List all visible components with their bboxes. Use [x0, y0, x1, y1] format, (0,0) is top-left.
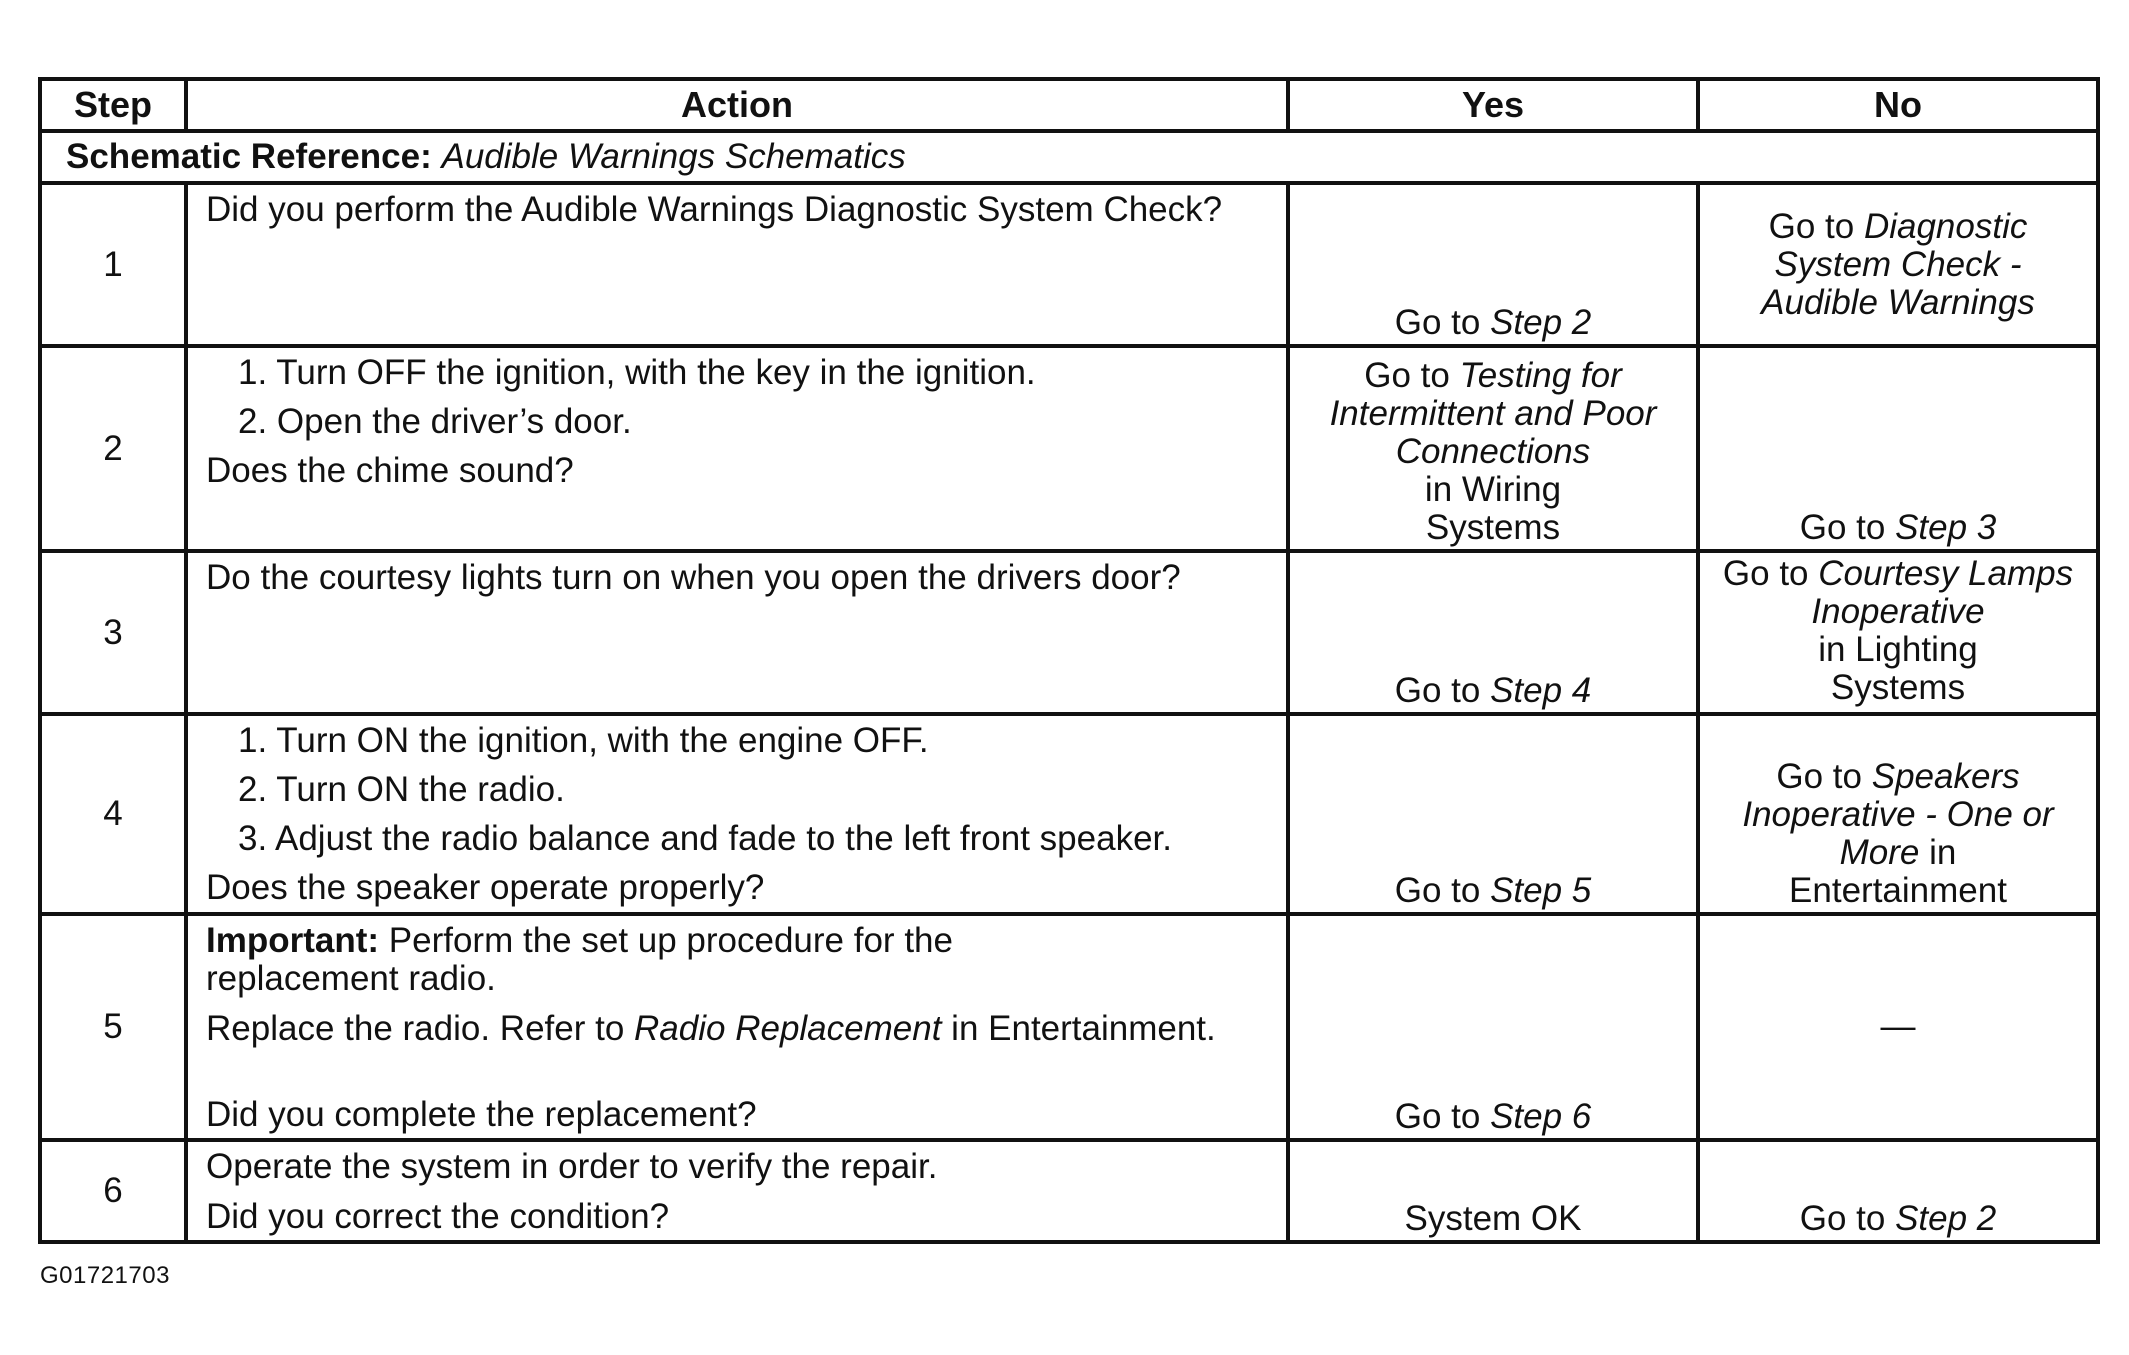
- yes-cell: [1288, 346, 1698, 551]
- no-cell: [1698, 714, 2098, 914]
- yes-link[interactable]: Connections: [1395, 432, 1591, 471]
- action-instruction: [206, 1010, 1268, 1048]
- header-action: Action: [186, 79, 1288, 131]
- no-link[interactable]: Audible Warnings: [1761, 282, 2035, 322]
- header-row: [40, 79, 2098, 131]
- yes-cell: [1288, 914, 1698, 1140]
- step-number: 5: [40, 914, 186, 1140]
- yes-link[interactable]: Step 2: [1490, 303, 1592, 342]
- no-suffix: Entertainment: [1789, 871, 2007, 910]
- yes-cell: [1288, 183, 1698, 346]
- yes-link[interactable]: Step 4: [1490, 671, 1592, 710]
- step-number: 4: [40, 714, 186, 914]
- action-question: Does the chime sound?: [206, 451, 574, 490]
- diagnostic-table: [38, 77, 2100, 1244]
- action-cell: [186, 714, 1288, 914]
- no-cell: [1698, 183, 2098, 346]
- no-link[interactable]: Diagnostic: [1863, 206, 2028, 246]
- no-link[interactable]: Speakers: [1871, 757, 2020, 796]
- table-row: [40, 1140, 2098, 1242]
- action-cell: [186, 183, 1288, 346]
- action-question: Does the speaker operate properly?: [206, 868, 765, 907]
- yes-text: System OK: [1404, 1199, 1582, 1238]
- no-cell: [1698, 1140, 2098, 1242]
- yes-cell: [1288, 714, 1698, 914]
- action-cell: [186, 914, 1288, 1140]
- step-number: 1: [40, 183, 186, 346]
- action-question: Did you complete the replacement?: [206, 1095, 757, 1134]
- step-number: 3: [40, 551, 186, 714]
- important-text: replacement radio.: [206, 959, 496, 998]
- no-link[interactable]: More: [1839, 833, 1920, 872]
- no-cell: [1698, 346, 2098, 551]
- no-prefix: Go to: [1776, 757, 1862, 796]
- yes-prefix: Go to: [1394, 871, 1481, 910]
- yes-prefix: Go to: [1394, 1097, 1481, 1136]
- action-question: Do the courtesy lights turn on when you open the drivers door?: [206, 558, 1181, 597]
- header-no: No: [1698, 79, 2098, 131]
- yes-prefix: Go to: [1394, 303, 1481, 342]
- instruction-prefix: Replace the radio. Refer to: [206, 1009, 625, 1048]
- yes-link[interactable]: Step 5: [1490, 871, 1592, 910]
- no-link[interactable]: Inoperative - One or: [1742, 795, 2054, 834]
- table-row: [40, 551, 2098, 714]
- yes-suffix: Systems: [1425, 508, 1561, 547]
- no-link[interactable]: Courtesy Lamps: [1818, 554, 2074, 593]
- no-link[interactable]: Inoperative: [1811, 592, 1985, 631]
- no-link[interactable]: Step 2: [1895, 1199, 1997, 1238]
- action-item: 1. Turn OFF the ignition, with the key in the ignition.: [238, 353, 1036, 392]
- table-row: [40, 183, 2098, 346]
- schematic-reference-label: Schematic Reference:: [66, 137, 432, 176]
- no-prefix: Go to: [1799, 1199, 1886, 1238]
- table-row: [40, 714, 2098, 914]
- header-yes: Yes: [1288, 79, 1698, 131]
- action-item: 2. Turn ON the radio.: [238, 770, 565, 809]
- no-link[interactable]: System Check -: [1774, 244, 2022, 284]
- table-row: [40, 346, 2098, 551]
- yes-prefix: Go to: [1364, 356, 1450, 395]
- figure-id: G01721703: [40, 1262, 170, 1289]
- no-prefix: Go to: [1722, 554, 1809, 593]
- no-prefix: Go to: [1799, 508, 1886, 547]
- action-item: 3. Adjust the radio balance and fade to the left front speaker.: [238, 819, 1172, 858]
- schematic-reference-row: [40, 131, 2098, 183]
- header-step: Step: [40, 79, 186, 131]
- action-cell: [186, 346, 1288, 551]
- action-item: 2. Open the driver’s door.: [238, 402, 632, 441]
- no-suffix: in Lighting: [1818, 630, 1978, 669]
- instruction-suffix: in Entertainment.: [951, 1009, 1216, 1048]
- no-cell: [1698, 551, 2098, 714]
- action-cell: [186, 551, 1288, 714]
- step-number: 2: [40, 346, 186, 551]
- schematic-reference: [40, 131, 2098, 183]
- important-label: Important:: [206, 921, 380, 960]
- table-row: [40, 914, 2098, 1140]
- step-number: 6: [40, 1140, 186, 1242]
- no-prefix: Go to: [1768, 206, 1855, 246]
- radio-replacement-link[interactable]: Radio Replacement: [634, 1009, 942, 1048]
- no-dash: —: [1880, 1007, 1916, 1046]
- no-cell: [1698, 914, 2098, 1140]
- action-question: Did you perform the Audible Warnings Diagnostic System Check?: [206, 190, 1223, 229]
- yes-cell: [1288, 1140, 1698, 1242]
- yes-link[interactable]: Intermittent and Poor: [1329, 394, 1657, 433]
- action-item: 1. Turn ON the ignition, with the engine OFF.: [238, 721, 929, 760]
- important-note: [206, 922, 1268, 960]
- action-question: Did you correct the condition?: [206, 1197, 670, 1236]
- action-instruction: Operate the system in order to verify the repair.: [206, 1147, 938, 1186]
- no-link[interactable]: Step 3: [1895, 508, 1997, 547]
- schematic-reference-link[interactable]: Audible Warnings Schematics: [441, 137, 906, 176]
- yes-link[interactable]: Testing for: [1459, 356, 1622, 395]
- action-cell: [186, 1140, 1288, 1242]
- important-text: Perform the set up procedure for the: [388, 921, 953, 960]
- yes-cell: [1288, 551, 1698, 714]
- yes-suffix: in Wiring: [1424, 470, 1562, 509]
- no-suffix: Systems: [1830, 668, 1966, 707]
- yes-link[interactable]: Step 6: [1490, 1097, 1592, 1136]
- no-suffix: in: [1929, 833, 1957, 872]
- yes-prefix: Go to: [1394, 671, 1481, 710]
